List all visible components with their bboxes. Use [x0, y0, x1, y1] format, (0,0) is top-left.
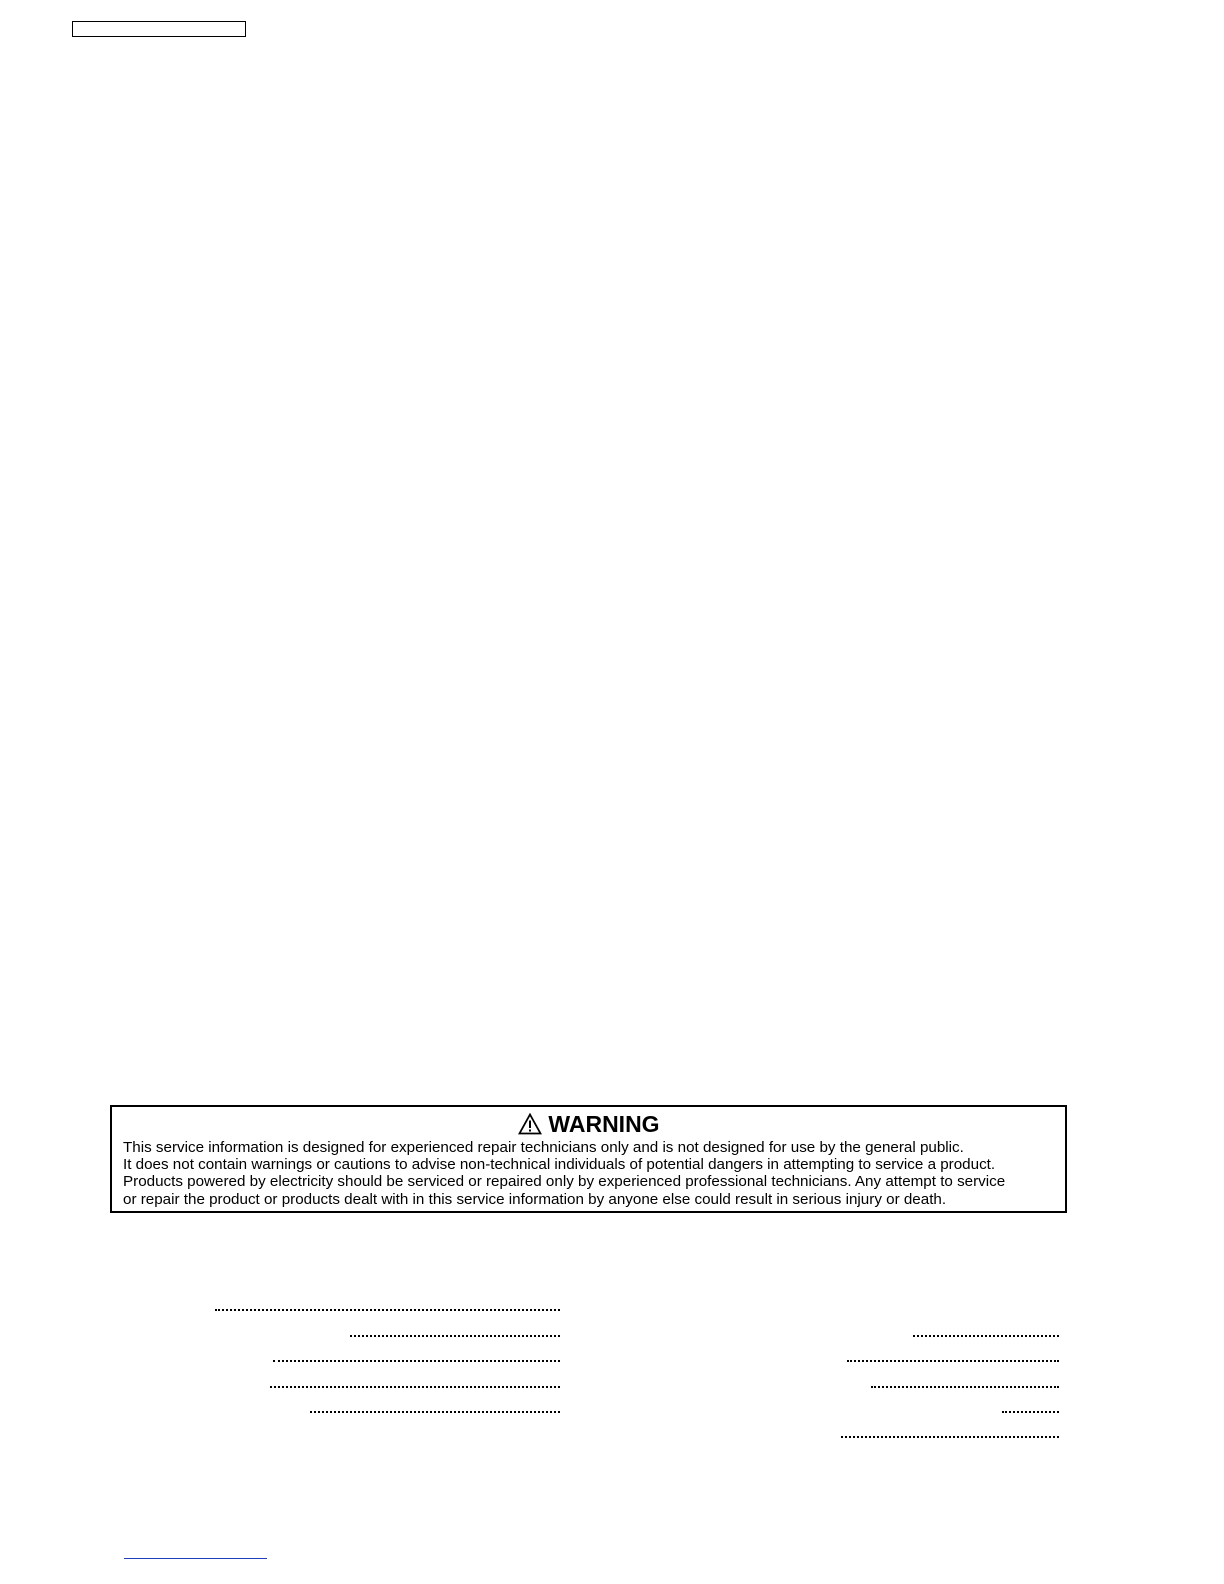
warning-line: This service information is designed for experienced repair technicians only and is not designed for use by the general public. — [123, 1139, 964, 1156]
warning-line: or repair the product or products dealt with in this service information by anyone else could result in serious injury or death. — [123, 1190, 947, 1208]
toc-leader-right-1 — [913, 1335, 1059, 1339]
warning-line: It does not contain warnings or cautions to advise non-technical individuals of potential dangers in attempting to service a product. — [123, 1156, 996, 1174]
toc-leader-left-5 — [310, 1411, 560, 1415]
toc-leader-right-5 — [841, 1436, 1059, 1440]
footer-link-underline[interactable] — [124, 1558, 267, 1559]
header-model-box — [72, 21, 246, 37]
toc-leader-right-4 — [1002, 1411, 1059, 1415]
toc-leader-left-2 — [350, 1335, 560, 1339]
warning-heading — [123, 1109, 1055, 1139]
warning-box — [110, 1105, 1067, 1213]
warning-text — [123, 1139, 1055, 1208]
toc-leader-left-1 — [215, 1309, 560, 1313]
toc-leader-right-3 — [871, 1386, 1059, 1390]
warning-triangle-icon — [518, 1113, 542, 1135]
toc-leader-right-2 — [847, 1360, 1059, 1364]
warning-line: Products powered by electricity should be serviced or repaired only by experienced professional technicians. Any attempt to service — [123, 1173, 1006, 1191]
toc-leader-left-4 — [270, 1386, 560, 1390]
warning-title: WARNING — [548, 1111, 660, 1137]
toc-leader-left-3 — [273, 1360, 560, 1364]
